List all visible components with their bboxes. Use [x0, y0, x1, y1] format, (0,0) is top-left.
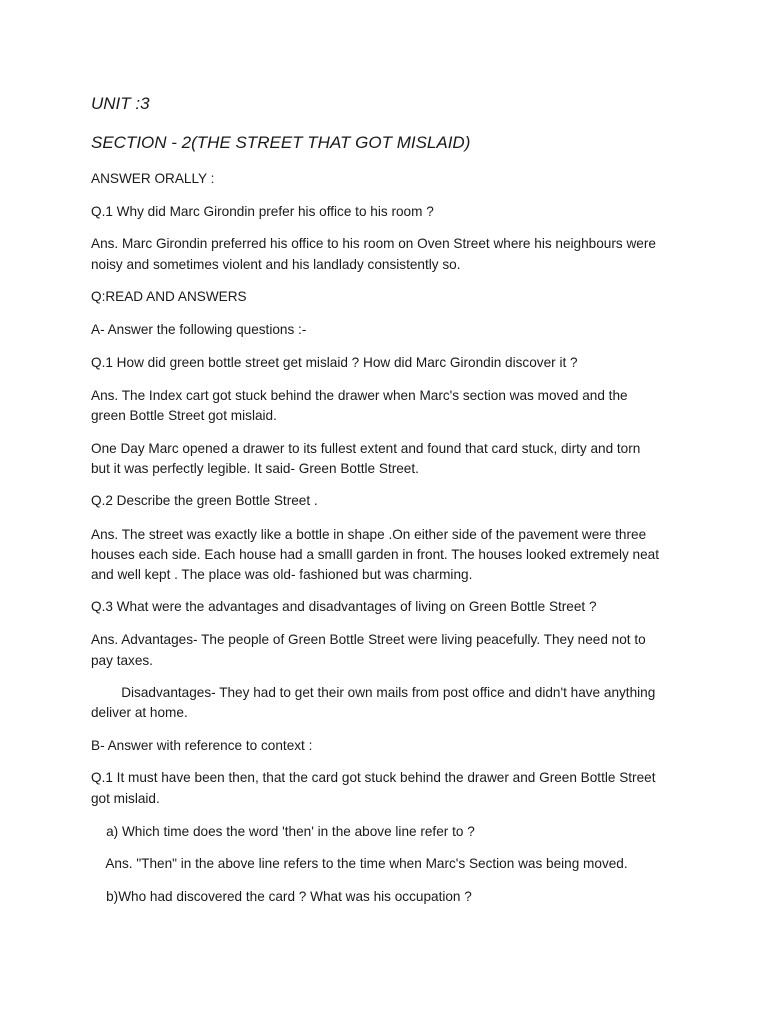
a-answer-1-line: Ans. The Index cart got stuck behind the drawer when Marc's section was moved and the — [91, 388, 628, 403]
b-subquestion-a: a) Which time does the word 'then' in the above line refer to ? — [91, 824, 475, 839]
oral-answer-1-line: Ans. Marc Girondin preferred his office to his room on Oven Street where his neighbours were — [91, 236, 656, 251]
unit-heading: UNIT :3 — [91, 94, 150, 113]
a-answer-3-line: Ans. Advantages- The people of Green Bottle Street were living peacefully. They need not to — [91, 632, 646, 647]
oral-answer-1-line: noisy and sometimes violent and his landlady consistently so. — [91, 257, 461, 272]
b-subquestion-b: b)Who had discovered the card ? What was his occupation ? — [91, 889, 472, 904]
oral-question-1: Q.1 Why did Marc Girondin prefer his office to his room ? — [91, 204, 434, 219]
a-question-1: Q.1 How did green bottle street get mislaid ? How did Marc Girondin discover it ? — [91, 355, 578, 370]
oral-heading: ANSWER ORALLY : — [91, 171, 215, 186]
read-heading: Q:READ AND ANSWERS — [91, 289, 247, 304]
b-answer-a: Ans. "Then" in the above line refers to the time when Marc's Section was being moved. — [91, 856, 628, 871]
a-question-2: Q.2 Describe the green Bottle Street . — [91, 493, 318, 508]
a-answer-1-line: One Day Marc opened a drawer to its fullest extent and found that card stuck, dirty and torn — [91, 441, 641, 456]
a-answer-3-line: Disadvantages- They had to get their own mails from post office and didn't have anything — [91, 685, 656, 700]
section-heading: SECTION - 2(THE STREET THAT GOT MISLAID) — [91, 133, 471, 152]
a-answer-1-line: but it was perfectly legible. It said- Green Bottle Street. — [91, 461, 419, 476]
a-answer-3-line: pay taxes. — [91, 653, 153, 668]
b-question-1-line: got mislaid. — [91, 791, 160, 806]
a-answer-1-line: green Bottle Street got mislaid. — [91, 408, 277, 423]
a-answer-2-line: Ans. The street was exactly like a bottle in shape .On either side of the pavement were three — [91, 527, 647, 542]
part-a-heading: A- Answer the following questions :- — [91, 322, 307, 337]
part-b-heading: B- Answer with reference to context : — [91, 738, 313, 753]
a-answer-2-line: houses each side. Each house had a smalll garden in front. The houses looked extremely neat — [91, 547, 660, 562]
b-question-1-line: Q.1 It must have been then, that the card got stuck behind the drawer and Green Bottle Street — [91, 770, 656, 785]
a-answer-3-line: deliver at home. — [91, 705, 188, 720]
a-question-3: Q.3 What were the advantages and disadvantages of living on Green Bottle Street ? — [91, 599, 597, 614]
a-answer-2-line: and well kept . The place was old- fashioned but was charming. — [91, 567, 473, 582]
